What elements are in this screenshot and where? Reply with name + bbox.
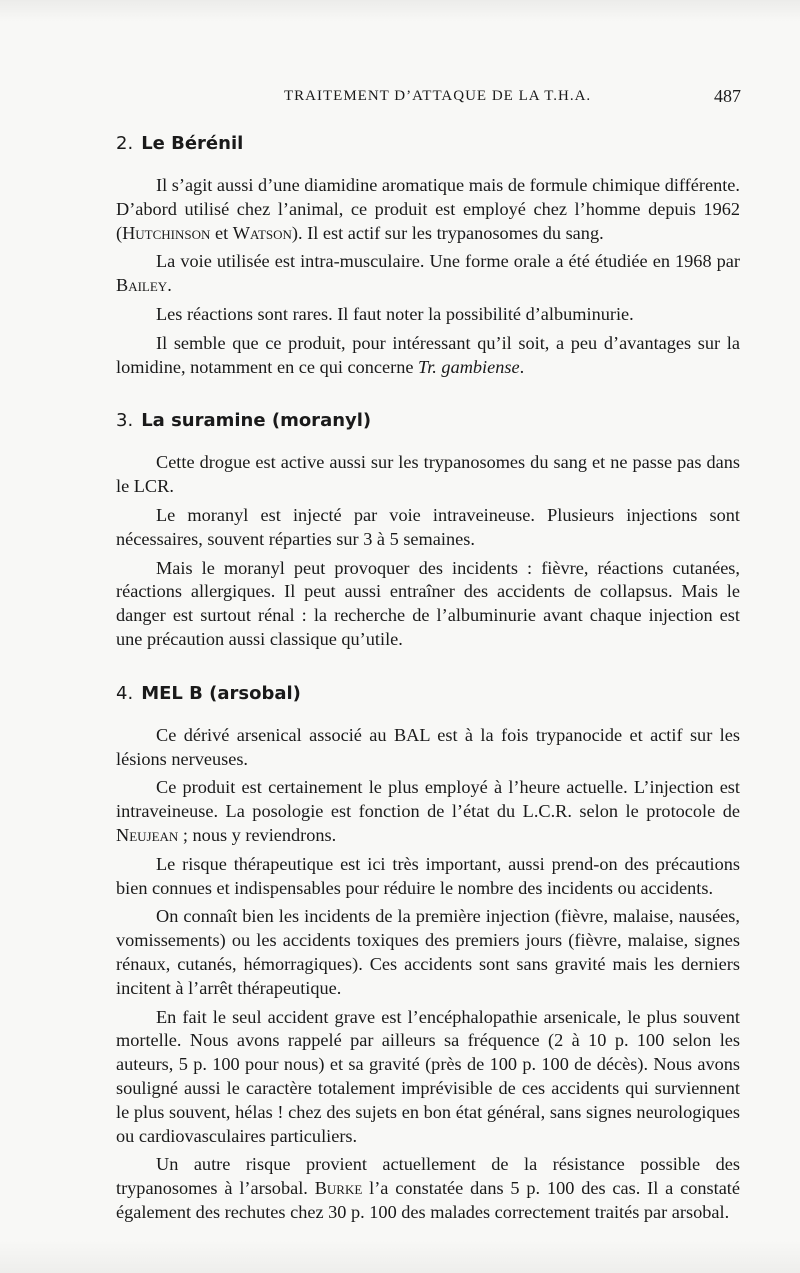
paragraph xyxy=(116,250,740,298)
running-head: TRAITEMENT D’ATTAQUE DE LA T.H.A. xyxy=(284,88,592,104)
paragraph xyxy=(116,332,740,380)
text-run: . xyxy=(167,275,172,296)
paragraph xyxy=(116,1153,740,1224)
section-heading xyxy=(116,132,740,156)
paragraph: Ce dérivé arsenical associé au BAL est à la fois trypanocide et actif sur les lésions nerveuses. xyxy=(116,724,740,769)
section-heading xyxy=(116,682,740,706)
paragraph: Mais le moranyl peut provoquer des incidents : fièvre, réactions cutanées, réactions allergiques. Il peut aussi entraîner des accidents de collapsus. Mais le danger est surtout rénal : la recherche de l’albuminurie avant chaque injection est une précaution aussi classique qu’utile. xyxy=(116,557,740,649)
section-heading xyxy=(116,409,740,433)
paragraph: On connaît bien les incidents de la première injection (fièvre, malaise, nausées, vomissements) ou les accidents toxiques des premiers jours (fièvre, malaise, signes rénaux, cutanés, hémorragiques). Ces accidents sont sans gravité mais les derniers incitent à l’arrêt thérapeutique. xyxy=(116,906,740,998)
section-mel-b xyxy=(116,682,740,1225)
text-run: Ce produit est certainement le plus employé à l’heure actuelle. L’injection est intraveineuse. La posologie est fonction de l’état du L.C.R. selon le protocole de xyxy=(116,777,740,822)
paragraph xyxy=(116,776,740,847)
species-name: Tr. gambiense xyxy=(418,356,520,377)
text-run: ). Il est actif sur les trypanosomes du sang. xyxy=(291,222,604,243)
section-berenil xyxy=(116,132,740,379)
section-title: La suramine (moranyl) xyxy=(141,410,372,432)
section-number: 2. xyxy=(116,133,134,154)
text-run: Il s’agit aussi d’une diamidine aromatique mais de formule chimique différente. D’abord utilisé chez l’animal, ce produit est employé chez l’homme depuis 1962 ( xyxy=(116,175,740,243)
paragraph: Le risque thérapeutique est ici très important, aussi prend-on des précautions bien connues et indispensables pour réduire le nombre des incidents ou accidents. xyxy=(116,853,740,898)
author-name: Burke xyxy=(314,1178,363,1199)
section-suramine xyxy=(116,409,740,651)
author-name: Hutchinson xyxy=(122,222,211,243)
text-run: . xyxy=(519,356,525,377)
section-number: 4. xyxy=(116,682,134,704)
section-title: MEL B (arsobal) xyxy=(141,682,301,704)
author-name: Bailey xyxy=(116,275,168,296)
text-run: Un autre risque provient actuellement de la résistance possible des trypanosomes à l’arsobal. xyxy=(116,1154,740,1199)
text-run: l’a constatée dans 5 p. 100 des cas. Il a constaté également des rechutes chez 30 p. 100 des malades correctement traités par arsobal. xyxy=(116,1178,741,1222)
page-content xyxy=(116,132,740,1230)
section-number: 3. xyxy=(116,410,134,432)
paragraph: En fait le seul accident grave est l’encéphalopathie arsenicale, le plus souvent mortelle. Nous avons rappelé par ailleurs sa fréquence (2 à 10 p. 100 selon les auteurs, 5 p. 100 pour nous) et sa gravité (près de 100 p. 100 de décès). Nous avons souligné aussi le caractère totalement imprévisible de ces accidents qui surviennent le plus souvent, hélas ! chez des sujets en bon état général, sans signes neurologiques ou cardiovasculaires particuliers. xyxy=(116,1006,740,1146)
paragraph: Le moranyl est injecté par voie intraveineuse. Plusieurs injections sont nécessaires, souvent réparties sur 3 à 5 semaines. xyxy=(116,504,740,549)
text-run: et xyxy=(210,222,233,243)
text-run: La voie utilisée est intra-musculaire. Une forme orale a été étudiée en 1968 par xyxy=(156,251,740,272)
paragraph: Cette drogue est active aussi sur les trypanosomes du sang et ne passe pas dans le LCR. xyxy=(116,452,740,497)
text-run: Il semble que ce produit, pour intéressant qu’il soit, a peu d’avantages sur la lomidine, notamment en ce qui concerne xyxy=(116,332,740,377)
author-name: Neujean xyxy=(116,824,179,845)
section-title: Le Bérénil xyxy=(141,133,244,154)
page-number: 487 xyxy=(714,86,741,106)
text-run: ; nous y reviendrons. xyxy=(178,824,337,845)
author-name: Watson xyxy=(232,222,292,243)
paragraph xyxy=(116,174,740,245)
paragraph: Les réactions sont rares. Il faut noter la possibilité d’albuminurie. xyxy=(156,303,634,324)
